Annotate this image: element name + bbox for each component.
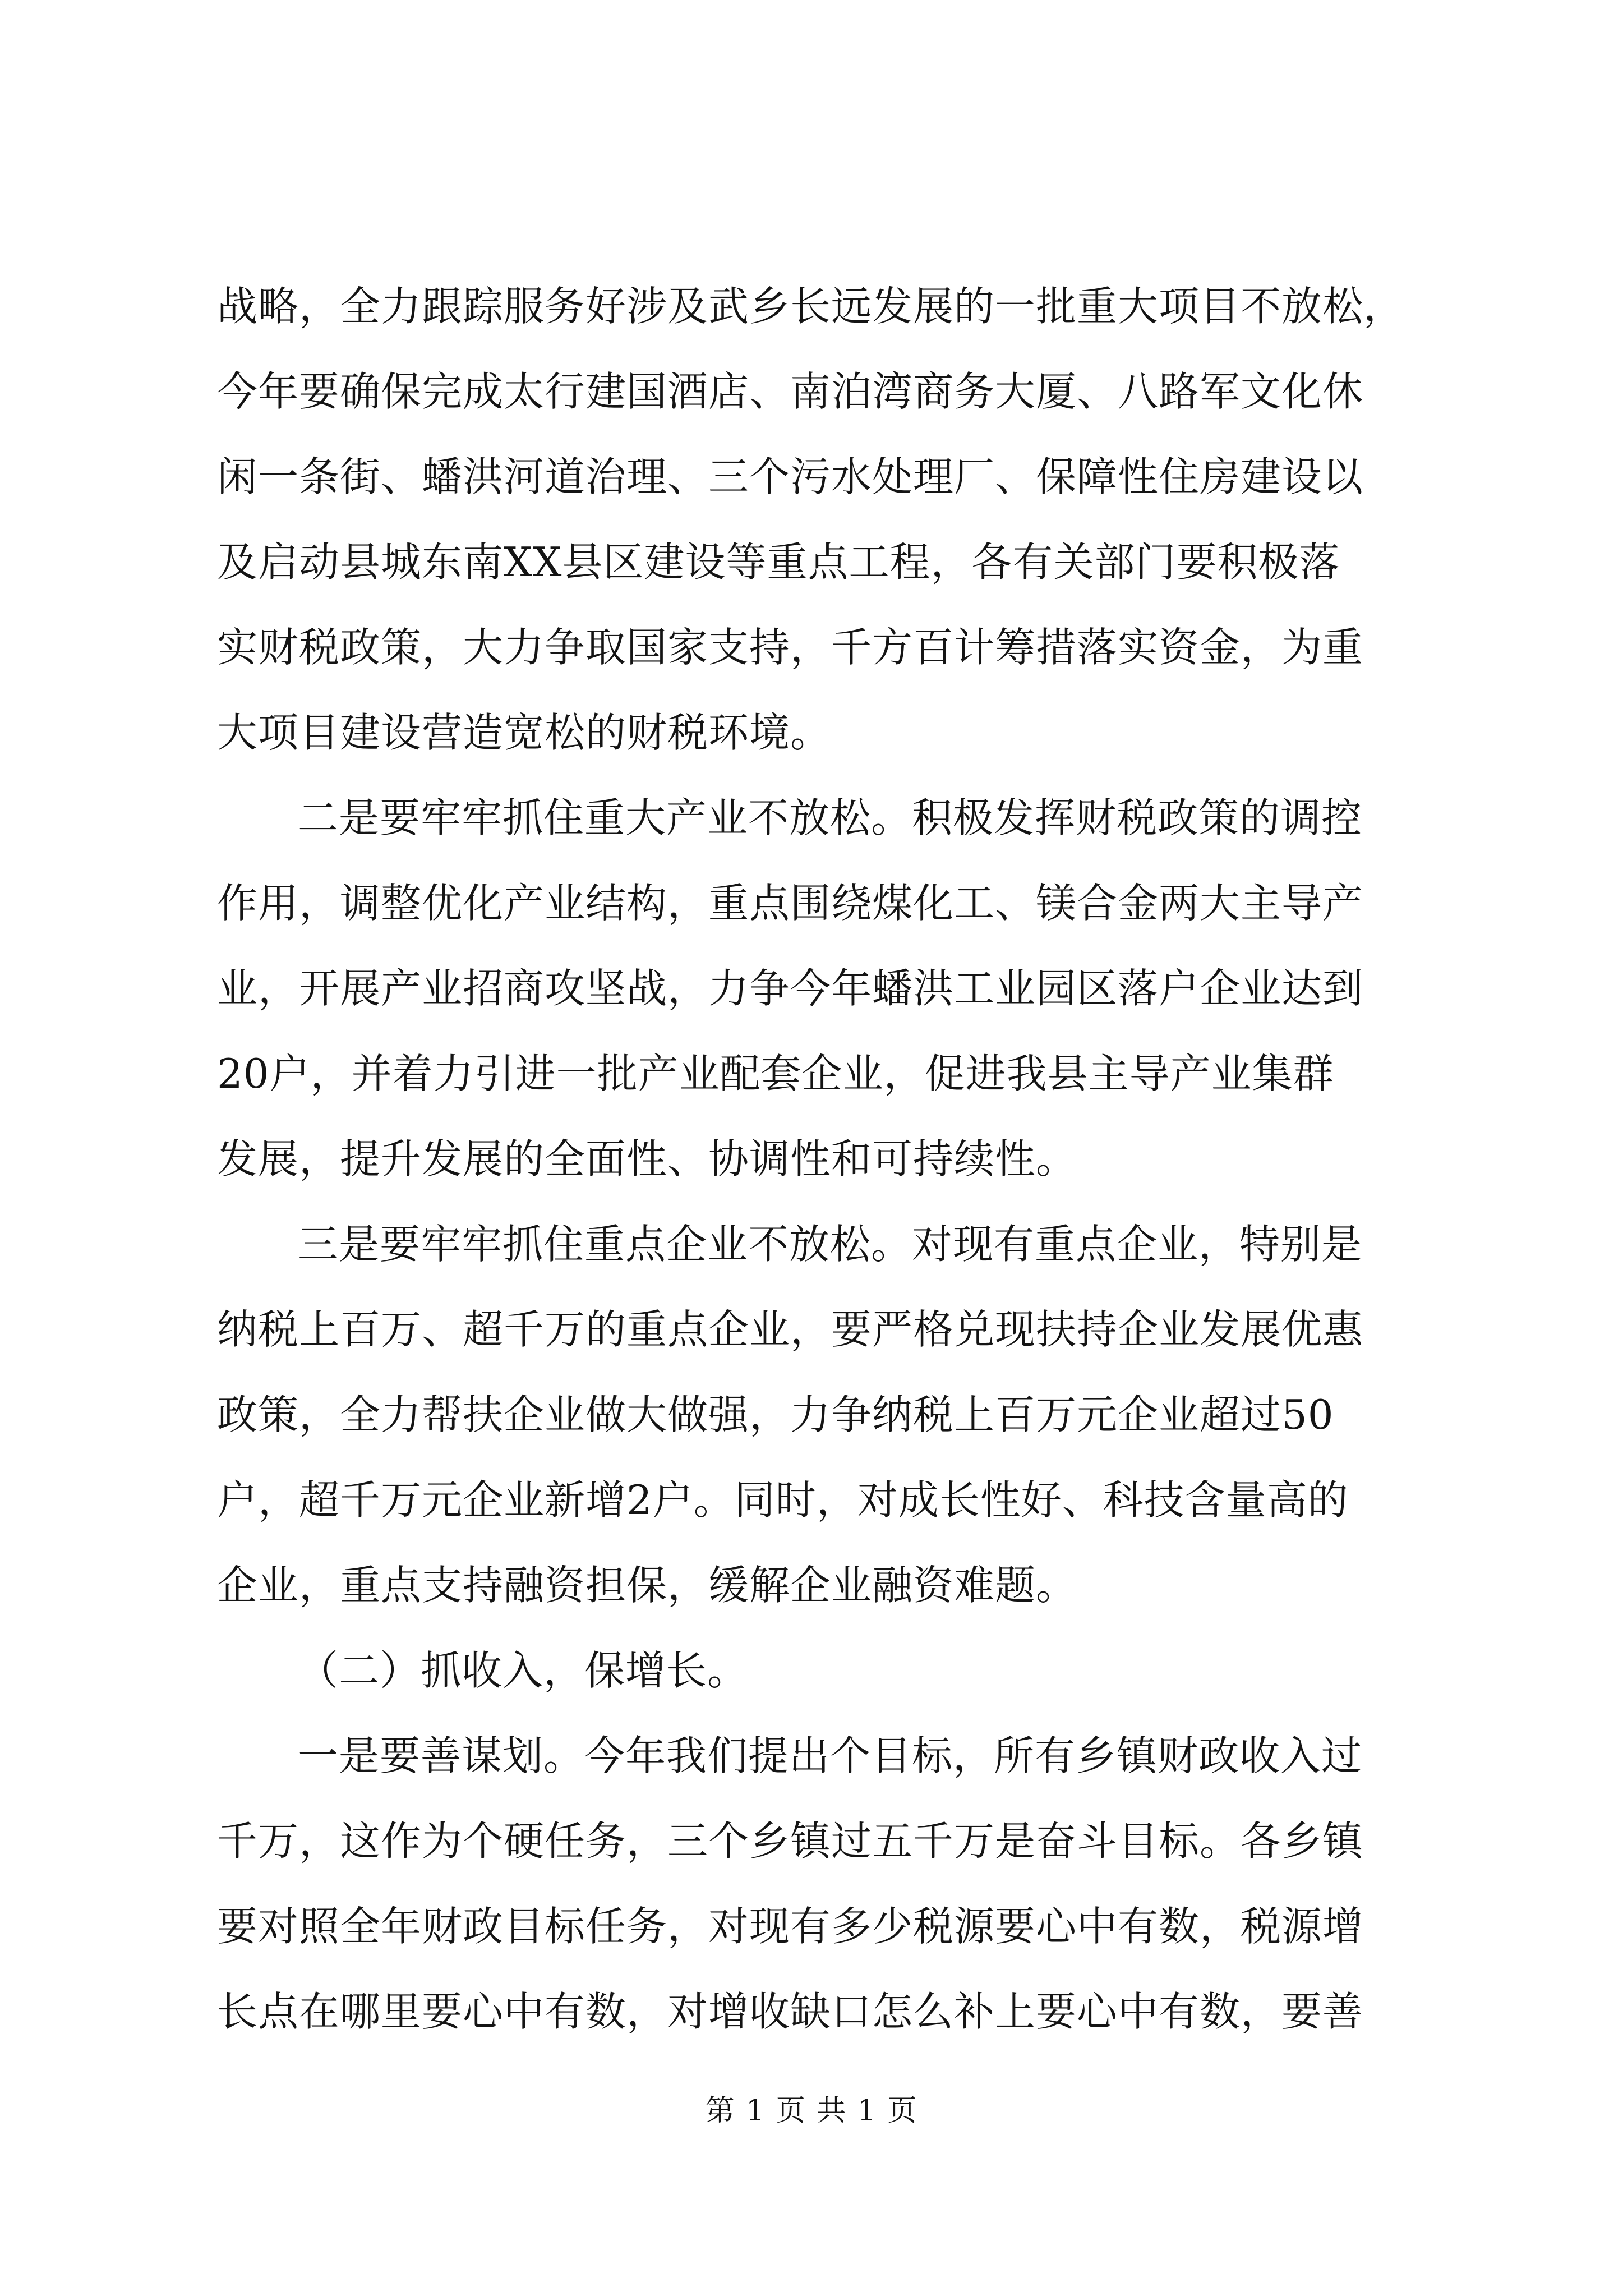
text-line: 企业，重点支持融资担保，缓解企业融资难题。 — [217, 1562, 1077, 1609]
text-line: 20户，并着力引进一批产业配套企业，促进我县主导产业集群 — [217, 1050, 1334, 1097]
page-footer: 第 1 页 共 1 页 — [705, 2094, 918, 2128]
text-line: 长点在哪里要心中有数，对增收缺口怎么补上要心中有数，要善 — [217, 1988, 1364, 2035]
paragraph-3 — [217, 1202, 1423, 1628]
text-line: 业，开展产业招商攻坚战，力争今年蟠洪工业园区落户企业达到 — [217, 965, 1364, 1012]
text-line: 千万，这作为个硬任务，三个乡镇过五千万是奋斗目标。各乡镇 — [217, 1818, 1364, 1865]
paragraph-1 — [217, 264, 1423, 775]
text-line: 要对照全年财政目标任务，对现有多少税源要心中有数，税源增 — [217, 1903, 1364, 1950]
paragraph-2 — [217, 775, 1423, 1202]
text-line: 户，超千万元企业新增2户。同时，对成长性好、科技含量高的 — [217, 1476, 1349, 1524]
text-line: 发展，提升发展的全面性、协调性和可持续性。 — [217, 1135, 1077, 1182]
text-line: 大项目建设营造宽松的财税环境。 — [217, 709, 832, 756]
document-body — [217, 264, 1423, 2054]
section-heading — [217, 1628, 1423, 1713]
text-line: 作用，调整优化产业结构，重点围绕煤化工、镁合金两大主导产 — [217, 880, 1364, 927]
text-line: 今年要确保完成太行建国酒店、南泊湾商务大厦、八路军文化休 — [217, 368, 1364, 415]
text-line: 纳税上百万、超千万的重点企业，要严格兑现扶持企业发展优惠 — [217, 1306, 1364, 1353]
text-line: 战略，全力跟踪服务好涉及武乡长远发展的一批重大项目不放松， — [217, 283, 1405, 330]
text-line: （二）抓收入，保增长。 — [298, 1647, 749, 1694]
text-line: 实财税政策，大力争取国家支持，千方百计筹措落实资金，为重 — [217, 624, 1364, 671]
text-line: 闲一条街、蟠洪河道治理、三个污水处理厂、保障性住房建设以 — [217, 453, 1364, 500]
paragraph-5 — [217, 1713, 1423, 2054]
text-line: 二是要牢牢抓住重大产业不放松。积极发挥财税政策的调控 — [298, 794, 1363, 841]
text-line: 一是要善谋划。今年我们提出个目标，所有乡镇财政收入过 — [298, 1732, 1363, 1779]
text-line: 及启动县城东南XX县区建设等重点工程，各有关部门要积极落 — [217, 539, 1340, 586]
text-line: 政策，全力帮扶企业做大做强，力争纳税上百万元企业超过50 — [217, 1391, 1334, 1438]
text-line: 三是要牢牢抓住重点企业不放松。对现有重点企业，特别是 — [298, 1221, 1363, 1268]
